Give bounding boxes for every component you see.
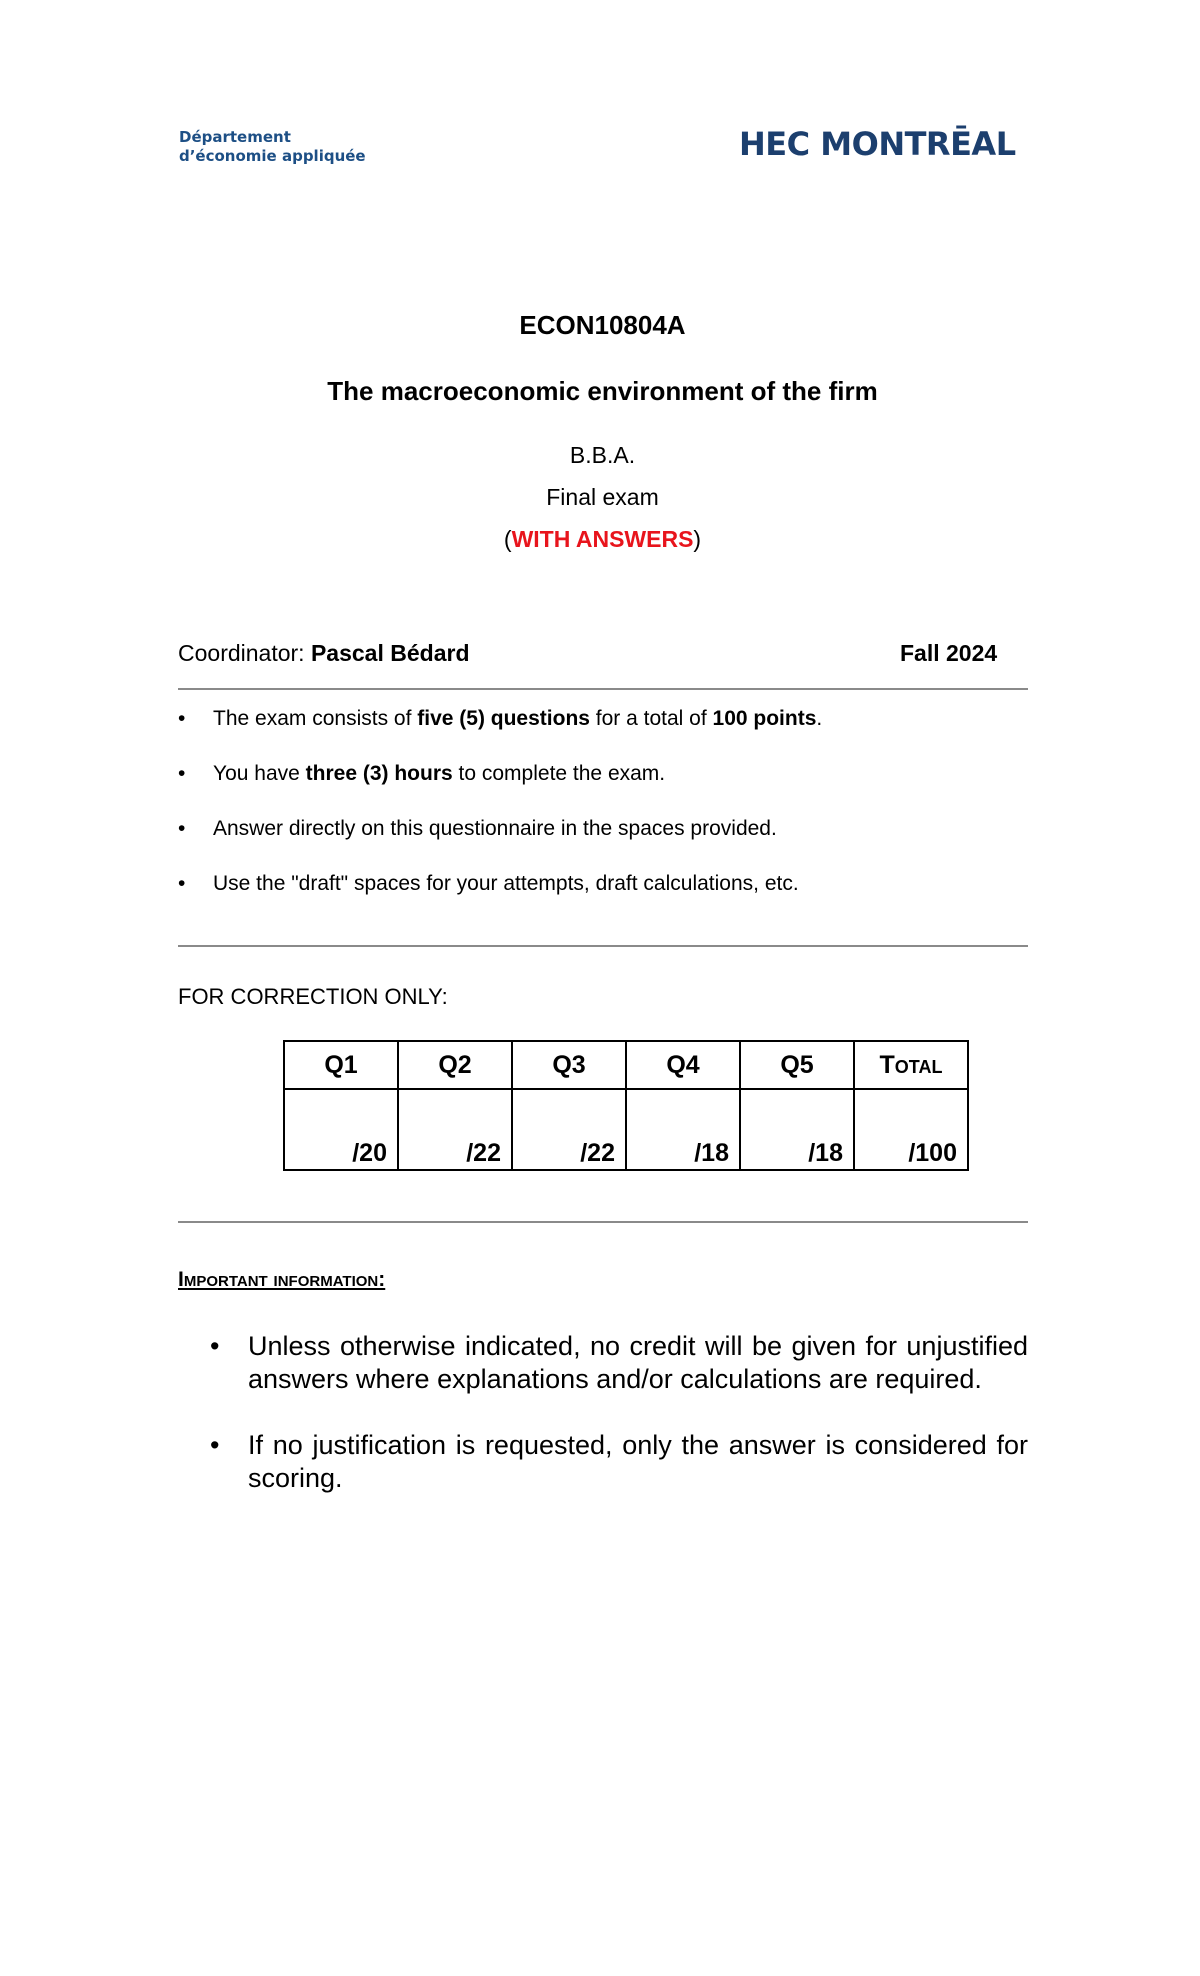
exam-type: Final exam xyxy=(546,484,659,510)
score-header-total: Total xyxy=(854,1041,968,1089)
correction-label: FOR CORRECTION ONLY: xyxy=(178,984,448,1009)
score-cell-q4: /18 xyxy=(626,1089,740,1170)
divider-bottom xyxy=(178,1221,1028,1223)
department-line-1: Département xyxy=(179,128,291,146)
score-header-q4: Q4 xyxy=(626,1041,740,1089)
score-cell-q1: /20 xyxy=(284,1089,398,1170)
important-info-list xyxy=(210,1330,1028,1528)
hec-montreal-logo: HEC MONTRĒAL xyxy=(739,125,1016,163)
department-name xyxy=(179,128,366,166)
instruction-item: • The exam consists of five (5) questions for a total of 100 points. xyxy=(178,704,1028,734)
course-title: The macroeconomic environment of the firm xyxy=(327,376,878,406)
divider-top xyxy=(178,688,1028,690)
answers-note: (WITH ANSWERS) xyxy=(503,526,702,552)
score-cell-total: /100 xyxy=(854,1089,968,1170)
score-value-row xyxy=(284,1089,968,1170)
score-header-q3: Q3 xyxy=(512,1041,626,1089)
score-cell-q3: /22 xyxy=(512,1089,626,1170)
instructions-list xyxy=(178,704,1028,924)
divider-middle xyxy=(178,945,1028,947)
program-name: B.B.A. xyxy=(569,442,636,468)
instruction-item: • You have three (3) hours to complete the exam. xyxy=(178,759,1028,789)
important-info-item: • Unless otherwise indicated, no credit will be given for unjustified answers where explanations and/or calculations are required. xyxy=(210,1330,1028,1396)
course-code: ECON10804A xyxy=(519,310,686,340)
score-header-q1: Q1 xyxy=(284,1041,398,1089)
exam-term: Fall 2024 xyxy=(900,640,998,666)
instruction-item: • Answer directly on this questionnaire in the spaces provided. xyxy=(178,814,1028,844)
instruction-item: • Use the "draft" spaces for your attempts, draft calculations, etc. xyxy=(178,869,1028,899)
coordinator-name: Pascal Bédard xyxy=(310,640,470,666)
score-cell-q5: /18 xyxy=(740,1089,854,1170)
score-header-row xyxy=(284,1041,968,1089)
with-answers-label: WITH ANSWERS xyxy=(511,526,694,552)
department-line-2: d’économie appliquée xyxy=(179,147,366,165)
important-info-heading: Important information: xyxy=(178,1268,386,1291)
score-table xyxy=(283,1040,969,1171)
important-info-item: • If no justification is requested, only the answer is considered for scoring. xyxy=(210,1429,1028,1495)
score-header-q2: Q2 xyxy=(398,1041,512,1089)
score-header-q5: Q5 xyxy=(740,1041,854,1089)
score-cell-q2: /22 xyxy=(398,1089,512,1170)
coordinator-label: Coordinator: xyxy=(178,640,305,666)
coordinator xyxy=(178,640,470,667)
